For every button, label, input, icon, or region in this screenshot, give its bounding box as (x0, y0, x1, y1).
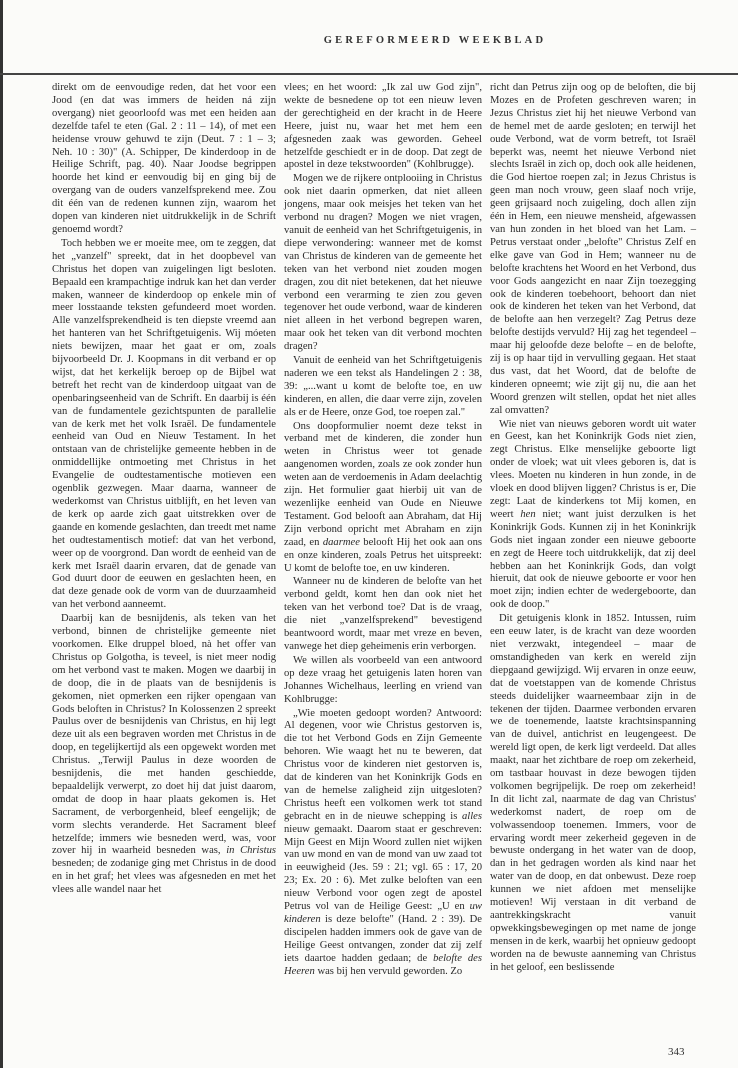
paragraph (284, 82, 482, 172)
text-run: Toch hebben we er moeite mee, om te zeggen, dat het „vanzelf" spreekt, dat in het doopbevel van Christus het dopen van zuigelingen ligt besloten. Bepaald een krampachtige indruk kan het dan verder maken, wanneer de kinderdoop op enkele min of meer losstaande teksten gefundeerd moet worden. Alle vanzelfsprekendheid is ten diepste vreemd aan het hanteren van het Schriftgetuigenis. Wij móeten niets bewijzen, maar het gaat er om, zoals bijvoorbeeld Dr. J. Koopmans in dit verband er op wijst, dat het kerkelijk beroep op de Bijbel wat betreft het recht van de kinderdoop uitgaat van de openbaringseenheid van de Schrift. En daarbij is één van de fundamentele gezichtspunten de parallelie van de kerk met het volk Israël. De fundamentele eenheid van Oud en Nieuw Testament. In het ontstaan van de christelijke gemeente hebben in de onmiddellijke ontmoeting met Christus in het Evangelie de oudtestamentische motieven een ogenblik gezwegen. Maar daarna, wanneer de wederkomst van Christus uitblijft, en het leven van de kerk op aarde zich gaat uitstrekken over de gaande en komende geslachten, dan treedt met name het oudtestamentisch motief: dat van het verbond, weer op de voorgrond. Dan wordt de eenheid van de kerk met Israël daarin ervaren, dat de genade van God duurt door de eeuwen en geslachten heen, en dat deze genade ook de vorm van de duurzaamheid van het verbond aanneemt. (52, 237, 276, 611)
text-run: vlees; en het woord: „Ik zal uw God zijn", wekte de besnedene op tot een nieuw leven der gerechtigheid en der kracht in de Heere Heere, juist nu, waar het met hem een afgesneden zaak was geworden. Geheel hetzelfde geschiedt er in de doop. Dat zegt de apostel in deze tekstwoorden" (Kohlbrugge). (284, 82, 482, 171)
paragraph (284, 655, 482, 707)
text-run: belooft Hij het ook aan ons en onze kinderen, zoals Petrus het uitspreekt: U komt de belofte toe, en uw kinderen. (284, 536, 482, 574)
paragraph (284, 576, 482, 653)
text-run: Daarbij kan de besnijdenis, als teken van het verbond, binnen de christelijke gemeente niet voorkomen. Elke druppel bloed, nà het offer van Christus op Golgotha, is teveel, is niet meer nodig om het verbond vast te maken. Mogen we daarbij in de doop, die in de plaats van de besnijdenis is gekomen, niet opmerken een rijker opengaan van Gods beloften in Christus? In Kolossenzen 2 spreekt Paulus over de besnijdenis van Christus, en hij legt deze uit als een begraven worden met Christus in de doop, en tegelijkertijd als een opgewekt worden met Christus. „Terwijl Paulus in deze woorden de besnijdenis, die met handen geschiedde, bepaaldelijk verwerpt, zo doet hij dat juist daarom, omdat de doop in haar plaats gekomen is. Het Sacrament, de verborgenheid, bleef eengelijk; de vorm slechts veranderde. Het Sacrament bleef hetzelfde; immers wie besneden werd, was, voor zover hij in waarheid besneden was, (52, 613, 276, 857)
text-run: Wie niet van nieuws geboren wordt uit water en Geest, kan het Koninkrijk Gods niet zien, zegt Christus. Elke menselijke geboorte ligt onder de vloek; wat uit vlees geboren is, dat is vlees. Moeten nu kinderen in hun zonde, in de vloek en dood blijven liggen? Christus is er, Die zegt: Laat de kinderkens tot Mij komen, en weert (490, 418, 696, 520)
emphasis-text: hen (520, 508, 536, 520)
text-run: besneden; de zodanige ging met Christus in de dood en in het graf; het vlees was afgesneden en met het vlees alle wandel naar het (52, 858, 276, 896)
paragraph (490, 419, 696, 613)
paragraph (284, 355, 482, 420)
text-run: Vanuit de eenheid van het Schriftgetuigenis naderen we een tekst als Handelingen 2 : 38, 39: „...want u komt de belofte toe, en uw kinderen, en allen, die daar verre zijn, zovelen als er de Heere, onze God, toe roepen zal." (284, 355, 482, 418)
paragraph (52, 238, 276, 612)
header-rule (0, 73, 738, 75)
column-2 (284, 82, 482, 980)
page-edge (0, 0, 3, 1068)
text-run: We willen als voorbeeld van een antwoord op deze vraag het getuigenis laten horen van Johannes Wichelhaus, leerling en vriend van Kohlbrugge: (284, 654, 482, 705)
text-run: nieuw gemaakt. Daarom staat er geschreven: Mijn Geest en Mijn Woord zullen niet wijken van uw mond en van de mond van uw zaad tot in eeuwigheid (Jes. 59 : 21; vgl. 65 : 17, 20 23; Ex. 20 : 6). Met zulke beloften van een nieuw Verbond voor ogen zegt de apostel Petrus vol van de Heilige Geest: „U en (284, 823, 482, 913)
paragraph (52, 82, 276, 237)
text-run: richt dan Petrus zijn oog op de beloften, die bij Mozes en de Profeten geschreven waren; in Jezus Christus ziet hij het nieuwe Verbond van de hemel met de aarde gesloten; en terwijl het oude Verbond, wat de vorm betreft, tot Israël beperkt was, neemt het nieuwe Verbond niet slechts Israël in zich op, doch ook alle heidenen, die God hiertoe roepen zal; in Jezus Christus is geen man noch vrouw, geen slaaf noch vrije, geen grijsaard noch zuigeling, doch allen zijn één in Hem, een nieuwe mensheid, afgewassen van hun zonden in het bloed van het Lam. – Petrus verstaat onder „belofte" Christus Zelf en elke gave van God in Hem; wanneer nu de belofte krachtens het Woord en het Verbond, dus voor Gods aangezicht en naar Zijn toezegging ook de kinderen toebehoort, behoort dan niet ook de kinderen het teken van het Verbond, dat de belofte aan hen verzegelt? Zag Petrus deze belofte destijds vervuld? Hij zag het tegendeel – maar hij geloofde deze belofte – en de belofte, zij is op haar tijd in vervulling gegaan. Het staat dus vast, dat het Woord, dat de belofte de kinderen opneemt; wie zijt gij nu, die aan het Woord grenzen wilt stellen, opdat het niet alles zal omvatten? (490, 82, 696, 416)
column-3 (490, 82, 696, 976)
emphasis-text: in Christus (226, 845, 276, 857)
paragraph (52, 613, 276, 897)
paragraph (490, 613, 696, 974)
paragraph (284, 708, 482, 979)
paragraph (284, 173, 482, 354)
masthead: GEREFORMEERD WEEKBLAD (323, 35, 547, 46)
text-run: niet; want juist derzulken is het Koninkrijk Gods. Kunnen zij in het Koninkrijk Gods niet ingaan zonder een nieuwe geboorte en zegt de Heere toch uitdrukkelijk, dat zij deel hebben aan het Koninkrijk Gods, dan volgt hieruit, dat ook de nieuwe geboorte er voor hen moet zijn; indien echter de wedergeboorte, dan ook de doop." (490, 508, 696, 611)
text-run: is deze belofte" (Hand. 2 : 39). De discipelen hadden immers ook de gave van de Heilige Geest ontvangen, zonder dat zij zelf iets daartoe hadden gedaan; de (284, 914, 482, 964)
emphasis-text: alles (461, 810, 482, 822)
page-number: 343 (668, 1046, 685, 1058)
emphasis-text: daarmee (322, 536, 360, 548)
text-run: Dit getuigenis klonk in 1852. Intussen, ruim een eeuw later, is de kracht van deze woorden niet verzwakt, integendeel – maar de omstandigheden van kerk en wereld zijn diepgaand gewijzigd. Wij ervaren in onze eeuw, dat de voetstappen van de komende Christus steeds duidelijker waarneembaar zijn in de tekenen der tijden. Daarmee verbonden ervaren we de toenemende, laatste krachtsinspanning van de duivel, antichrist en leugengeest. De wereld ligt open, de kerk ligt verdeeld. Dat alles maakt, naar het zichtbare de roep om zekerheid, om tastbaar houvast in deze bewogen tijden volkomen begrijpelijk. De roep om zekerheid! In dit licht zal, naarmate de dag van Christus' wederkomst nadert, de roep om de volwassendoop toenemen. Immers, voor de ervaring wordt meer zekerheid gegeven in de bewuste ondergang in het water van de doop, dan in het gedragen worden als kind naar het water van de doop, en dat onbewust. Deze roep kunnen we niet afdoen met menselijke motieven! Wij verstaan in dit verband de aantrekkingskracht vanuit opwekkingsbewegingen op met name de jonge mensen in de kerk, waarbij het opnieuw gedoopt worden na de bewuste aanneming van Christus in het geloof, een beslissende (490, 613, 696, 973)
paragraph (284, 421, 482, 576)
emphasis-text: uw kinderen (284, 901, 482, 925)
paragraph (490, 82, 696, 418)
column-1 (52, 82, 276, 898)
text-run: Ons doopformulier noemt deze tekst in verband met de kinderen, die zonder hun weten in Christus weer tot genade aangenomen worden, zoals ze ook zonder hun weten aan de verdoemenis in Adam deelachtig zijn. Het formulier gaat hierbij uit van de wezenlijke eenheid van Oude en Nieuwe Testament. God belooft aan Abraham, dat Hij Zijn verbond opricht met Abraham en zijn zaad, en (284, 420, 482, 548)
emphasis-text: belofte des Heeren (284, 952, 482, 977)
text-run: was bij hen vervuld geworden. Zo (314, 965, 463, 977)
text-run: Wanneer nu de kinderen de belofte van het verbond geldt, komt hen dan ook niet het teken van het verbond toe? Dat is de vraag, die niet „vanzelfsprekend" bevestigend beantwoord wordt, maar met vreze en beven, vanwege het diep geheimenis erin verborgen. (284, 576, 482, 652)
text-run: Mogen we de rijkere ontplooiing in Christus ook niet daarin opmerken, dat niet alleen jongens, maar ook meisjes het teken van het verbond nu dragen? Mogen we niet vragen, vanuit de eenheid van het Schriftgetuigenis, in diepe verwondering: wanneer met de komst van Christus de kinderen van de gemeente het teken van het verbond niet zouden mogen dragen, zou dit niet betekenen, dat het nieuwe verbond een verarming te zien zou geven tegenover het oude verbond, waar de kinderen niet alleen in het verbond begrepen waren, maar ook het teken van dit verbond mochten dragen? (284, 173, 482, 353)
text-run: direkt om de eenvoudige reden, dat het voor een Jood (en dat was immers de heiden ná zijn overgang) niet geoorloofd was met een heiden aan dezelfde tafel te eten (Gal. 2 : 11 – 14), of met een heidense vrouw gehuwd te zijn (Deut. 7 : 1 – 3; Neh. 10 : 30)" (A. Schipper, De kinderdoop in de Heilige Schrift, pag. 40). Naar Joodse begrippen hoorde het kind er eenvoudig bij en ging bij de overgang van de ouders vanzelfsprekend mee. Zou dit één van de redenen kunnen zijn, waarom het dopen van kinderen niet uitdrukkelijk in de Schrift genoemd wordt? (52, 82, 276, 235)
text-run: „Wie moeten gedoopt worden? Antwoord: Al degenen, voor wie Christus gestorven is, die tot het Verbond Gods en Zijn Gemeente behoren. Wie waagt het nu te beweren, dat Christus voor de kinderen niet gestorven is, dat de kinderen van het Koninkrijk Gods en van de hemelse zaligheid zijn uitgesloten? Christus heeft een volkomen werk tot stand gebracht en in de nieuwe schepping is (284, 707, 482, 822)
